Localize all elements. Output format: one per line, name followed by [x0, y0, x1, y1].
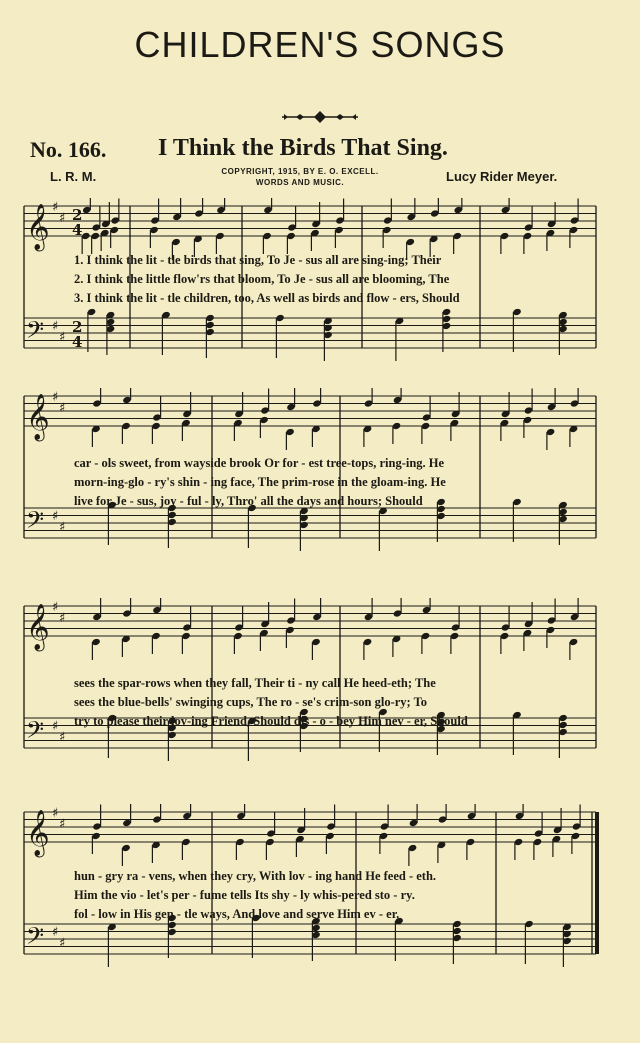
lyric-line: live for Je - sus, joy - ful - ly, Thro' all the days and hours; Should	[74, 494, 423, 508]
lyric-line: morn-ing-glo - ry's shin - ing face, The prim-rose in the gloam-ing. He	[74, 475, 446, 489]
lyric-line: hun - gry ra - vens, when they cry, With lov - ing hand He feed - eth.	[74, 869, 437, 883]
lyric-line: 1. I think the lit - tle birds that sing, To Je - sus all are sing-ing; Their	[74, 253, 442, 267]
author-initials: L. R. M.	[50, 169, 97, 184]
sharp-icon: ♯	[52, 390, 59, 405]
sharp-icon: ♯	[52, 319, 59, 334]
time-signature-top: 2	[72, 318, 83, 336]
page-title: CHILDREN'S SONGS	[134, 24, 506, 65]
lyric-line: car - ols sweet, from wayside brook Or for - est tree-tops, ring-ing. He	[74, 456, 445, 470]
treble-clef-icon: 𝄞	[26, 394, 50, 440]
bass-clef-icon: 𝄢	[26, 922, 45, 955]
hymn-title: I Think the Birds That Sing.	[158, 135, 448, 161]
hymn-number: No. 166.	[30, 137, 107, 162]
sharp-icon: ♯	[59, 817, 66, 832]
music-system-1	[0, 198, 640, 378]
lyric-line: 3. I think the lit - tle children, too, As well as birds and flow - ers, Should	[74, 291, 460, 305]
bass-clef-icon: 𝄢	[26, 716, 45, 749]
copyright-line: COPYRIGHT, 1915, BY E. O. EXCELL.	[221, 167, 379, 176]
copyright-notice	[200, 166, 400, 188]
copyright-subline: WORDS AND MUSIC.	[255, 178, 345, 187]
sharp-icon: ♯	[59, 611, 66, 626]
sharp-icon: ♯	[52, 806, 59, 821]
lyric-line: 2. I think the little flow'rs that bloom, To Je - sus all are blooming, The	[74, 272, 450, 286]
time-signature-bottom: 4	[72, 221, 83, 239]
sharp-icon: ♯	[52, 509, 59, 524]
bass-clef-icon: 𝄢	[26, 316, 45, 349]
lyric-line: sees the blue-bells' swinging cups, The ro - se's crim-son glo-ry; To	[74, 695, 428, 709]
sharp-icon: ♯	[59, 330, 66, 345]
bass-clef-icon: 𝄢	[26, 506, 45, 539]
sharp-icon: ♯	[52, 600, 59, 615]
sharp-icon: ♯	[59, 520, 66, 535]
sharp-icon: ♯	[52, 200, 59, 215]
sharp-icon: ♯	[52, 719, 59, 734]
sharp-icon: ♯	[59, 401, 66, 416]
lyric-line: Him the vio - let's per - fume tells Its shy - ly whis-pered sto - ry.	[74, 888, 415, 902]
sharp-icon: ♯	[59, 211, 66, 226]
ornament-divider	[282, 110, 358, 124]
composer-name: Lucy Rider Meyer.	[446, 169, 558, 184]
treble-clef-icon: 𝄞	[26, 810, 50, 856]
time-signature-bottom: 4	[72, 333, 83, 351]
treble-clef-icon: 𝄞	[26, 204, 50, 250]
time-signature-top: 2	[72, 206, 83, 224]
lyric-line: fol - low in His gen - tle ways, And love and serve Him ev - er.	[74, 907, 400, 921]
sharp-icon: ♯	[59, 936, 66, 951]
sharp-icon: ♯	[52, 925, 59, 940]
treble-clef-icon: 𝄞	[26, 604, 50, 650]
sharp-icon: ♯	[59, 730, 66, 745]
lyric-line: sees the spar-rows when they fall, Their ti - ny call He heed-eth; The	[74, 676, 436, 690]
lyric-line: try to please their lov-ing Friend, Should dis - o - bey Him nev - er, Should	[74, 714, 468, 728]
